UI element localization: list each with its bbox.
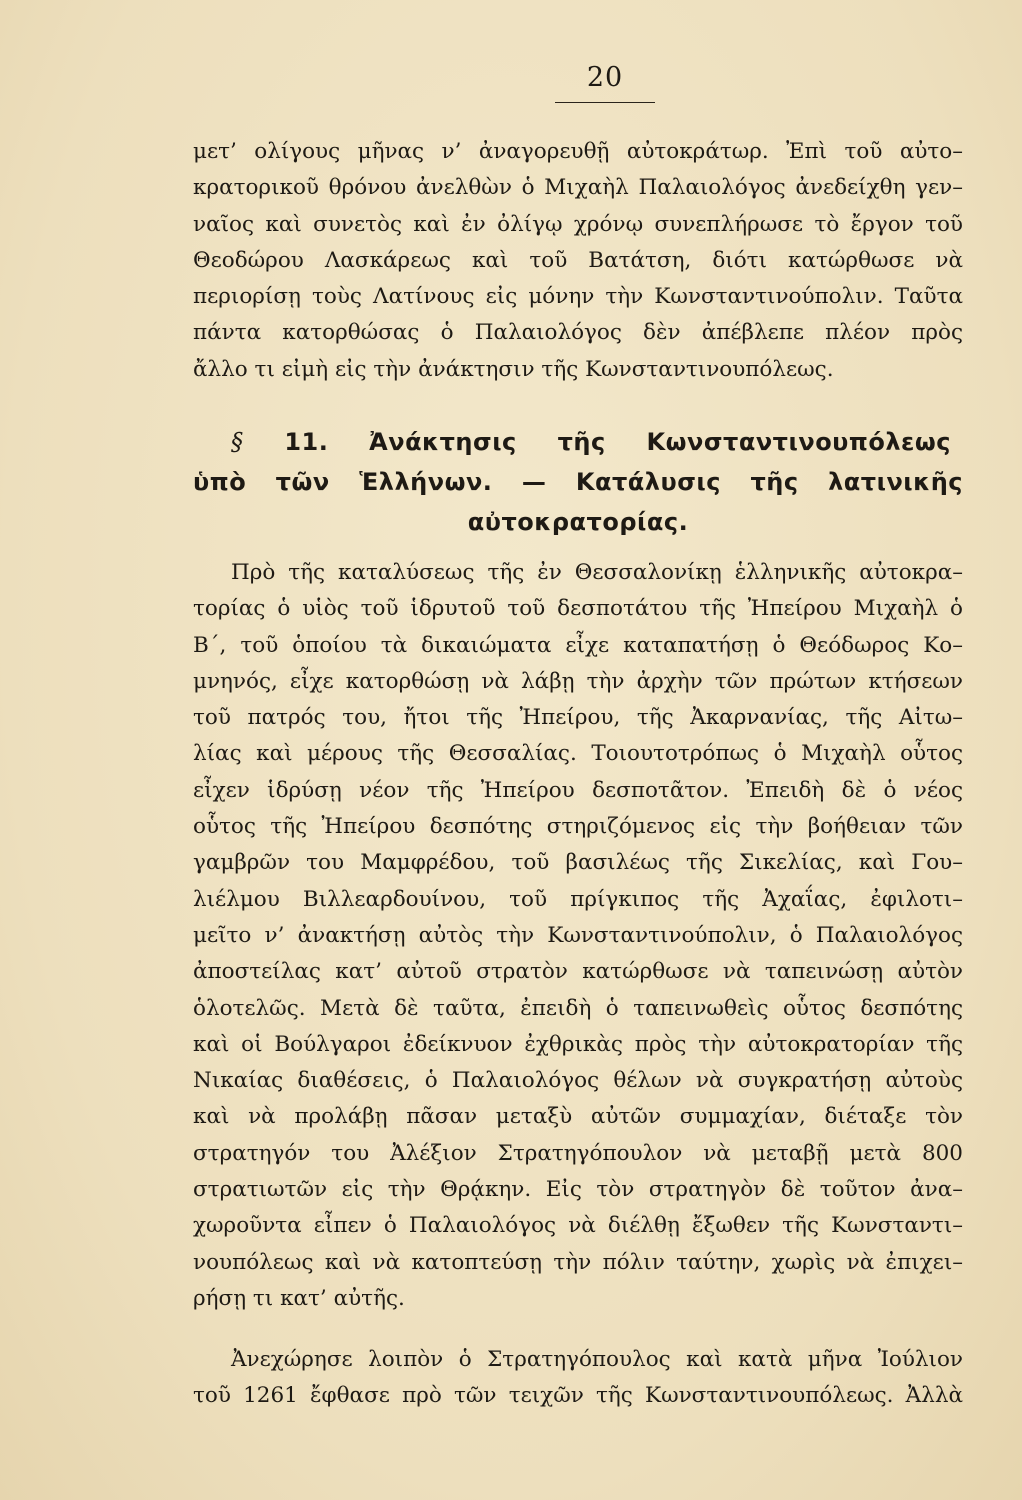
section-heading [193,422,963,542]
heading-line-1 [193,422,951,462]
text-line: μετ’ ολίγους μῆνας ν’ ἀναγορευθῇ αὐτοκράτωρ. Ἐπὶ τοῦ αὐτο– [193,139,963,164]
text-line: τορίας ὁ υἱὸς τοῦ ἱδρυτοῦ τοῦ δεσποτάτου τῆς Ἠπείρου Μιχαὴλ ὁ [193,596,963,622]
text-line: νουπόλεως καὶ νὰ κατοπτεύσῃ τὴν πόλιν ταύτην, χωρὶς νὰ ἐπιχει– [193,1249,963,1275]
text-line: ρήσῃ τι κατ’ αὐτῆς. [193,1285,405,1311]
paragraph-3 [193,1342,963,1415]
text-line: τοῦ 1261 ἔφθασε πρὸ τῶν τειχῶν τῆς Κωνσταντινουπόλεως. Ἀλλὰ [193,1383,963,1409]
text-line: μεῖτο ν’ ἀνακτήσῃ αὐτὸς τὴν Κωνσταντινούπολιν, ὁ Παλαιολόγος [193,922,963,948]
text-line: Β΄, τοῦ ὁποίου τὰ δικαιώματα εἶχε καταπατήσῃ ὁ Θεόδωρος Κο– [193,632,963,658]
text-line: λίας καὶ μέρους τῆς Θεσσαλίας. Τοιουτοτρόπως ὁ Μιχαὴλ οὗτος [193,741,963,767]
heading-line-2: ὑπὸ τῶν Ἑλλήνων. — Κατάλυσις τῆς λατινικῆς [193,468,963,496]
text-line: ἄλλο τι εἰμὴ εἰς τὴν ἀνάκτησιν τῆς Κωνσταντινουπόλεως. [193,356,834,382]
text-line: Νικαίας διαθέσεις, ὁ Παλαιολόγος θέλων νὰ συγκρατήσῃ αὐτοὺς [193,1068,963,1094]
paragraph-1 [193,134,963,388]
text-line: οὗτος τῆς Ἠπείρου δεσπότης στηριζόμενος εἰς τὴν βοήθειαν τῶν [193,814,963,840]
text-line: Ἀνεχώρησε λοιπὸν ὁ Στρατηγόπουλος καὶ κατὰ μῆνα Ἰούλιον [231,1347,963,1372]
text-line: καὶ νὰ προλάβῃ πᾶσαν μεταξὺ αὐτῶν συμμαχίαν, διέταξε τὸν [193,1104,963,1130]
text-line: λιέλμου Βιλλεαρδουίνου, τοῦ πρίγκιπος τῆς Ἀχαΐας, ἐφιλοτι– [193,886,963,912]
text-line: μνηνός, εἶχε κατορθώσῃ νὰ λάβῃ τὴν ἀρχὴν τῶν πρώτων κτήσεων [193,668,963,694]
text-line: τοῦ πατρός του, ἤτοι τῆς Ἠπείρου, τῆς Ἀκαρνανίας, τῆς Αἰτω– [193,705,963,731]
page-number-rule [555,102,655,103]
text-line: πάντα κατορθώσας ὁ Παλαιολόγος δὲν ἀπέβλεπε πλέον πρὸς [193,320,963,346]
heading-title: Ἀνάκτησις τῆς Κωνσταντινουπόλεως [369,428,951,456]
text-line: Πρὸ τῆς καταλύσεως τῆς ἐν Θεσσαλονίκῃ ἑλληνικῆς αὐτοκρα– [231,560,963,585]
text-line: περιορίσῃ τοὺς Λατίνους εἰς μόνην τὴν Κωνσταντινούπολιν. Ταῦτα [193,284,963,310]
text-line: Θεοδώρου Λασκάρεως καὶ τοῦ Βατάτση, διότι κατώρθωσε νὰ [193,247,963,273]
text-line: ναῖος καὶ συνετὸς καὶ ἐν ὀλίγῳ χρόνῳ συνεπλήρωσε τὸ ἔργον τοῦ [193,211,963,237]
text-line: ὁλοτελῶς. Μετὰ δὲ ταῦτα, ἐπειδὴ ὁ ταπεινωθεὶς οὗτος δεσπότης [193,995,963,1021]
text-line: καὶ οἱ Βούλγαροι ἐδείκνυον ἐχθρικὰς πρὸς τὴν αὐτοκρατορίαν τῆς [193,1031,963,1057]
section-mark: § [231,428,244,456]
page-number: 20 [586,62,624,93]
text-line: στρατηγόν του Ἀλέξιον Στρατηγόπουλον νὰ μεταβῇ μετὰ 800 [193,1140,963,1166]
heading-line-3: αὐτοκρατορίας. [467,508,689,536]
text-line: χωροῦντα εἶπεν ὁ Παλαιολόγος νὰ διέλθῃ ἔξωθεν τῆς Κωνσταντι– [193,1213,963,1239]
paragraph-2 [193,555,963,1317]
text-line: στρατιωτῶν εἰς τὴν Θρᾴκην. Εἰς τὸν στρατηγὸν δὲ τοῦτον ἀνα– [193,1177,963,1203]
text-line: κρατορικοῦ θρόνου ἀνελθὼν ὁ Μιχαὴλ Παλαιολόγος ἀνεδείχθη γεν– [193,175,963,201]
text-line: ἀποστείλας κατ’ αὐτοῦ στρατὸν κατώρθωσε νὰ ταπεινώσῃ αὐτὸν [193,959,963,985]
text-line: γαμβρῶν του Μαμφρέδου, τοῦ βασιλέως τῆς Σικελίας, καὶ Γου– [193,850,963,876]
section-number: 11. [284,428,329,456]
text-line: εἶχεν ἱδρύσῃ νέον τῆς Ἠπείρου δεσποτᾶτον. Ἐπειδὴ δὲ ὁ νέος [193,777,963,803]
